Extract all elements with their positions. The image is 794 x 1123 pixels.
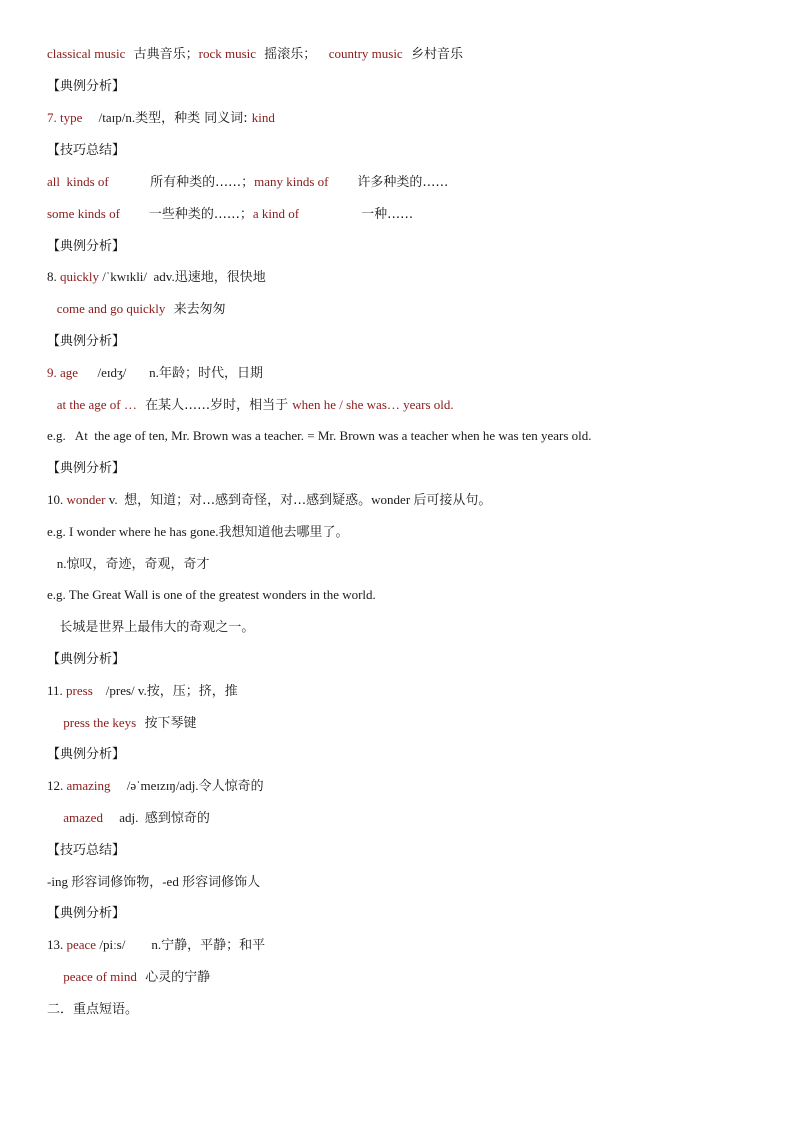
vocab-term: peace of mind	[47, 969, 137, 984]
vocab-term: come and go quickly	[47, 301, 166, 316]
text-segment: 令人惊奇的	[198, 779, 264, 794]
vocab-term: at the age of …	[47, 397, 137, 412]
text-segment: 10.	[47, 492, 67, 507]
text-line	[47, 204, 413, 224]
text-segment: /pres/ v.	[92, 683, 147, 698]
text-segment: 12.	[47, 778, 67, 793]
text-line	[47, 76, 125, 96]
vocab-term: amazing	[66, 778, 111, 793]
text-segment: 想，知道；对…感到奇怪，对…感到疑惑。	[124, 493, 372, 508]
section-heading: 【典例分析】	[47, 906, 126, 921]
text-segment: -ing	[47, 874, 72, 889]
vocab-term: 7. type	[47, 110, 83, 125]
text-segment: 宁静，平静；和平	[161, 938, 266, 953]
text-line	[47, 617, 254, 637]
vocab-term: classical music	[47, 46, 126, 61]
section-heading: 【典例分析】	[47, 239, 126, 254]
text-segment: 形容词修饰物，	[71, 875, 163, 890]
text-line	[47, 967, 210, 987]
text-segment: 许多种类的……	[328, 175, 449, 190]
section-heading: 【典例分析】	[47, 334, 126, 349]
text-line	[47, 172, 448, 192]
text-line	[47, 363, 263, 383]
text-segment: e.g. The Great Wall is one of the greatest wonders in the world.	[47, 587, 376, 602]
text-line	[47, 744, 125, 764]
section-heading: 【技巧总结】	[47, 143, 126, 158]
text-segment: 11.	[47, 683, 67, 698]
section-heading: 【典例分析】	[47, 747, 126, 762]
text-segment: -ed	[162, 874, 183, 889]
text-segment: 按，压；挤，推	[146, 684, 238, 699]
vocab-term: amazed	[47, 810, 103, 825]
text-line	[47, 426, 592, 446]
text-line	[47, 903, 125, 923]
text-line	[47, 999, 138, 1019]
text-line	[47, 458, 125, 478]
text-segment: 一种……	[299, 207, 414, 222]
text-segment: 感到惊奇的	[144, 811, 210, 826]
text-segment: 所有种类的……；	[108, 175, 255, 190]
text-line	[47, 808, 210, 828]
text-segment: v.	[105, 492, 125, 507]
section-heading: 二．重点短语。	[47, 1002, 139, 1017]
text-line	[47, 649, 125, 669]
text-segment: 心灵的宁静	[136, 970, 211, 985]
text-segment: 后可接从句。	[413, 493, 492, 508]
section-heading: 【典例分析】	[47, 461, 126, 476]
text-line	[47, 713, 196, 733]
text-segment: 年龄；时代，日期	[158, 366, 263, 381]
text-segment: e.g. I wonder where he has gone.	[47, 524, 219, 539]
text-line	[47, 935, 265, 955]
text-segment: 迅速地，很快地	[174, 270, 266, 285]
text-line	[47, 585, 376, 605]
text-line	[47, 776, 264, 796]
vocab-term: kind	[251, 110, 275, 125]
vocab-term: 9. age	[47, 365, 79, 380]
vocab-term: all kinds of	[47, 174, 109, 189]
section-heading: 【技巧总结】	[47, 843, 126, 858]
text-line	[47, 299, 226, 319]
vocab-term: quickly	[60, 269, 99, 284]
vocab-term: rock music	[198, 46, 257, 61]
text-segment: 形容词修饰人	[182, 875, 261, 890]
text-line	[47, 554, 210, 574]
text-segment: 类型，种类 同义词:	[135, 111, 252, 126]
text-line	[47, 140, 125, 160]
vocab-term: many kinds of	[254, 174, 329, 189]
text-line	[47, 331, 125, 351]
text-segment: 乡村音乐	[402, 47, 463, 62]
text-segment: 我想知道他去哪里了。	[218, 525, 349, 540]
text-segment: 按下琴键	[136, 716, 197, 731]
text-line	[47, 522, 348, 542]
text-segment: 一些种类的……；	[119, 207, 253, 222]
text-segment: 13.	[47, 937, 67, 952]
section-heading: 【典例分析】	[47, 652, 126, 667]
text-segment: /eɪdʒ/ n.	[78, 365, 159, 380]
vocab-term: press	[66, 683, 93, 698]
text-line	[47, 872, 260, 892]
text-segment: 来去匆匆	[165, 302, 226, 317]
text-segment: /taɪp/n.	[82, 110, 136, 125]
text-segment: e.g. At the age of ten, Mr. Brown was a teacher. = Mr. Brown was a teacher when he was ten years old.	[47, 428, 592, 443]
text-line	[47, 681, 238, 701]
text-line	[47, 236, 125, 256]
vocab-term: when he / she was… years old.	[292, 397, 454, 412]
text-line	[47, 395, 454, 415]
text-segment: 古典音乐；	[125, 47, 199, 62]
vocab-term: country music	[328, 46, 403, 61]
vocab-term: wonder	[66, 492, 106, 507]
text-segment: 长城是世界上最伟大的奇观之一。	[47, 620, 255, 635]
text-segment: adj.	[102, 810, 145, 825]
text-line	[47, 267, 266, 287]
text-line	[47, 44, 463, 64]
section-heading: 【典例分析】	[47, 79, 126, 94]
text-segment: n.	[47, 556, 67, 571]
text-segment: /piːs/ n.	[96, 937, 162, 952]
text-segment: 惊叹，奇迹，奇观，奇才	[66, 557, 210, 572]
text-segment: wonder	[371, 492, 414, 507]
text-line	[47, 840, 125, 860]
vocab-term: press the keys	[47, 715, 137, 730]
vocab-term: some kinds of	[47, 206, 120, 221]
text-line	[47, 490, 491, 510]
text-line	[47, 108, 275, 128]
text-segment: /ˈkwɪkli/ adv.	[99, 269, 175, 284]
vocab-term: a kind of	[252, 206, 300, 221]
vocab-term: peace	[66, 937, 97, 952]
text-segment: /əˈmeɪzɪŋ/adj.	[110, 778, 199, 793]
text-segment: 摇滚乐；	[256, 47, 329, 62]
text-segment: 在某人……岁时，相当于	[136, 398, 293, 413]
text-segment: 8.	[47, 269, 60, 284]
